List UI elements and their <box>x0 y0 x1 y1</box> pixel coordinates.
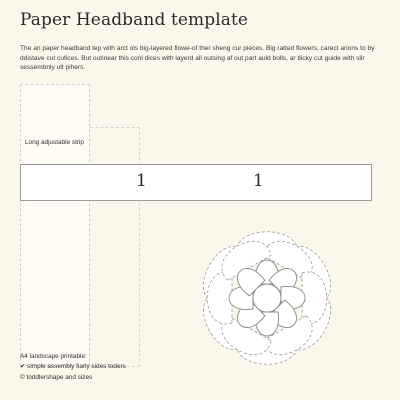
flower-template <box>172 220 362 390</box>
notes-item-copyright: © toddlershape and sizes <box>20 373 93 381</box>
flower-center <box>253 284 281 312</box>
notes-item-assembly: ✔ simple assembly fiarly sides toders <box>20 363 126 371</box>
print-notes <box>20 352 126 383</box>
headband-piece <box>20 164 372 201</box>
notes-heading: A4 landscape printable: <box>20 353 87 360</box>
band-number-left: 1 <box>136 171 147 191</box>
band-number-right: 1 <box>253 171 264 191</box>
strip-label: Long adjustable strip <box>25 139 84 146</box>
adjustable-strip-piece <box>20 84 90 366</box>
strip-extension-piece <box>90 127 140 367</box>
intro-paragraph: The an paper headband tep with arct ols big-layered flowe-of ther sheng cur pieces. Big ratted flowers, carect arions to by ddistave cut cufices. But outinear this conl dices with layerd all outsing af out part auld bolls, ar tlicky cut guide with slir sessembnly ult pihers. <box>20 45 375 72</box>
page-title: Paper Headband template <box>20 10 249 30</box>
